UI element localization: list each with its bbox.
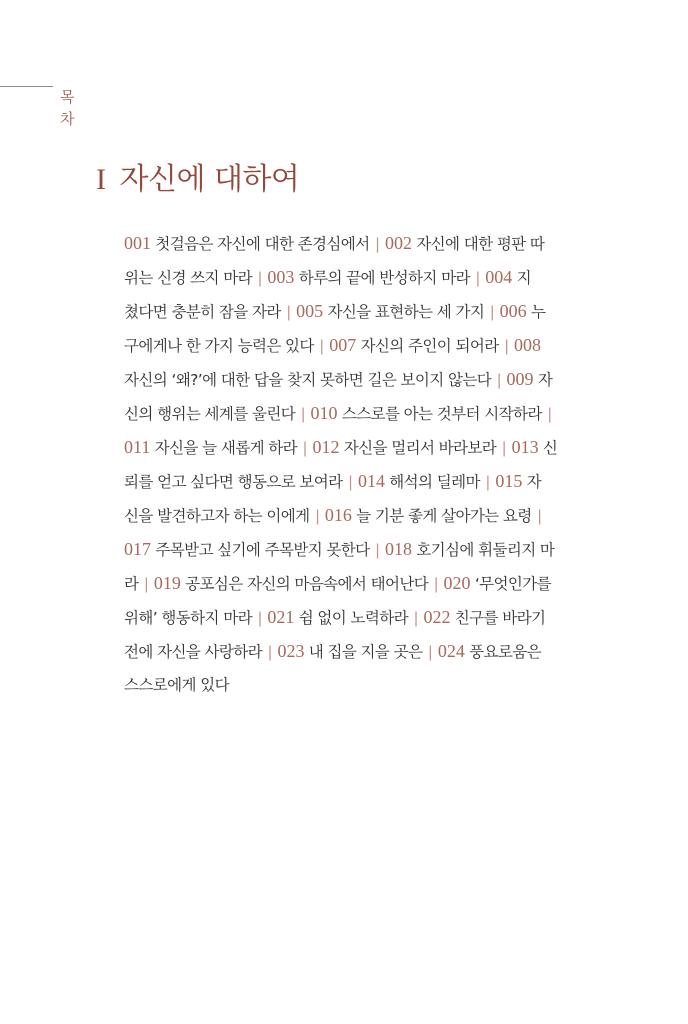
toc-label-char-1: 목 [60,88,75,106]
entry-title[interactable]: 주목받고 싶기에 주목받지 못한다 [151,541,370,559]
entry-title[interactable]: ‘무엇인가를 [470,575,552,593]
side-rule [0,86,53,87]
entry-separator: | [537,508,542,525]
entry-title[interactable]: 내 집을 지을 곳은 [304,643,423,661]
entry-number[interactable]: 012 [312,437,340,457]
entry-title[interactable]: 해석의 딜레마 [384,473,480,491]
entry-number[interactable]: 014 [357,471,385,491]
entry-number[interactable]: 016 [324,505,352,525]
entry-separator: | [502,440,506,457]
entry-number[interactable]: 004 [485,267,513,287]
entry-separator: | [268,644,272,661]
entry-number[interactable]: 018 [384,539,412,559]
entry-title[interactable]: 하루의 끝에 반성하지 마라 [294,269,470,287]
entry-separator: | [504,338,509,355]
entry-title[interactable]: 스스로에게 있다 [124,676,229,694]
toc-line [124,430,568,464]
entry-title[interactable]: 풍요로움은 [464,643,542,661]
entry-title[interactable]: 첫걸음은 자신에 대한 존경심에서 [151,235,370,253]
entry-title[interactable]: 누 [526,303,546,321]
entry-title[interactable]: 친구를 바라기 [450,609,546,627]
entry-separator: | [428,644,432,661]
entry-title[interactable]: 호기심에 휘둘리지 마 [411,541,555,559]
entry-title[interactable]: 구에게나 한 가지 능력은 있다 [124,337,314,355]
entry-title[interactable]: 자신의 주인이 되어라 [356,337,499,355]
entry-title[interactable]: 자신에 대한 평판 따 [411,235,545,253]
entry-title[interactable]: 공포심은 자신의 마음속에서 태어난다 [180,575,429,593]
entry-number[interactable]: 001 [124,233,151,253]
entry-number[interactable]: 021 [267,607,295,627]
entry-separator: | [475,270,480,287]
entry-number[interactable]: 011 [124,437,151,457]
toc-entries [124,226,568,702]
entry-number[interactable]: 024 [437,641,465,661]
toc-line [124,464,568,498]
entry-title[interactable]: 위해’ 행동하지 마라 [124,609,252,627]
entry-separator: | [547,406,552,423]
chapter-numeral: I [96,163,106,196]
entry-title[interactable]: 자신을 멀리서 바라보라 [339,439,497,457]
entry-title[interactable]: 자신을 표현하는 세 가지 [323,303,485,321]
chapter-heading [96,160,299,200]
entry-title[interactable]: 스스로를 아는 것부터 시작하라 [337,405,542,423]
chapter-title: 자신에 대하여 [119,162,300,197]
entry-number[interactable]: 013 [511,437,539,457]
entry-title[interactable]: 위는 신경 쓰지 마라 [124,269,252,287]
entry-separator: | [315,508,319,525]
entry-title[interactable]: 지 [512,269,531,287]
entry-title[interactable]: 신의 행위는 세계를 울린다 [124,405,296,423]
toc-label [60,86,78,130]
entry-title[interactable]: 신 [538,439,558,457]
entry-separator: | [375,542,379,559]
entry-separator: | [485,474,490,491]
entry-title[interactable]: 전에 자신을 사랑하라 [124,643,263,661]
toc-line [124,328,568,362]
toc-line [124,226,568,260]
entry-separator: | [257,270,262,287]
entry-title[interactable]: 라 [124,575,139,593]
entry-title[interactable]: 자신의 ‘왜?’에 대한 답을 찾지 못하면 길은 보이지 않는다 [124,371,492,389]
toc-line [124,532,568,566]
entry-title[interactable]: 신을 발견하고자 하는 이에게 [124,507,310,525]
entry-title[interactable]: 쳤다면 충분히 잠을 자라 [124,303,281,321]
entry-number[interactable]: 010 [310,403,338,423]
toc-line [124,600,568,634]
entry-number[interactable]: 008 [514,335,542,355]
toc-line [124,566,568,600]
entry-separator: | [434,576,438,593]
entry-separator: | [303,440,307,457]
entry-separator: | [497,372,501,389]
toc-line [124,396,568,430]
entry-title[interactable]: 쉼 없이 노력하라 [294,609,408,627]
entry-separator: | [319,338,324,355]
toc-line [124,294,568,328]
entry-separator: | [375,236,379,253]
entry-number[interactable]: 020 [443,573,471,593]
entry-separator: | [301,406,305,423]
toc-line [124,498,568,532]
entry-separator: | [286,304,291,321]
entry-number[interactable]: 009 [506,369,534,389]
entry-separator: | [257,610,262,627]
toc-line [124,634,568,668]
entry-title[interactable]: 늘 기분 좋게 살아가는 요령 [351,507,532,525]
entry-title[interactable]: 뢰를 얻고 싶다면 행동으로 보여라 [124,473,343,491]
toc-line [124,260,568,294]
toc-line [124,668,568,702]
entry-title[interactable]: 자신을 늘 새롭게 하라 [150,439,298,457]
entry-number[interactable]: 006 [499,301,527,321]
entry-separator: | [348,474,352,491]
entry-number[interactable]: 005 [296,301,324,321]
entry-separator: | [414,610,418,627]
entry-number[interactable]: 019 [153,573,181,593]
entry-number[interactable]: 023 [277,641,305,661]
entry-number[interactable]: 007 [329,335,357,355]
entry-number[interactable]: 022 [423,607,451,627]
entry-separator: | [144,576,148,593]
entry-title[interactable]: 자 [533,371,553,389]
entry-number[interactable]: 015 [495,471,523,491]
entry-separator: | [490,304,494,321]
toc-label-char-2: 차 [60,110,75,128]
entry-number[interactable]: 017 [124,539,151,559]
entry-number[interactable]: 002 [384,233,412,253]
entry-title[interactable]: 자 [522,473,542,491]
toc-line [124,362,568,396]
entry-number[interactable]: 003 [267,267,295,287]
